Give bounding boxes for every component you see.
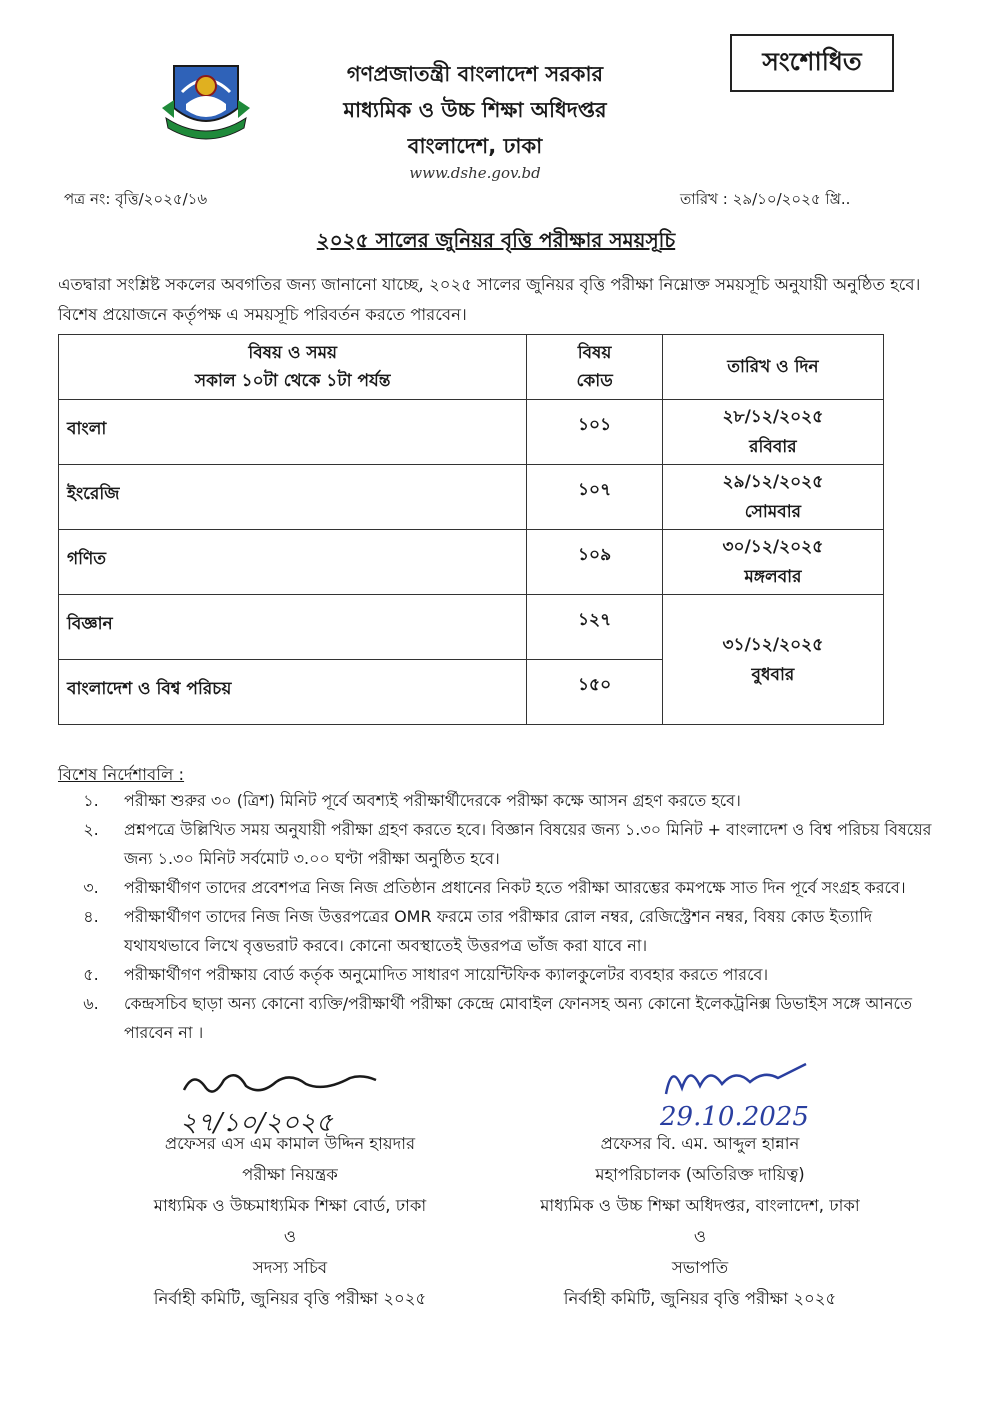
subject-cell: বাংলা <box>59 400 527 465</box>
signatory-org: মাধ্যমিক ও উচ্চমাধ্যমিক শিক্ষা বোর্ড, ঢাকা <box>153 1196 427 1215</box>
header-subject-line1: বিষয় ও সময় <box>248 343 338 363</box>
signatory-role: সদস্য সচিব <box>252 1258 328 1277</box>
signatory-title: মহাপরিচালক (অতিরিক্ত দায়িত্ব) <box>595 1165 805 1184</box>
header-code <box>527 335 662 400</box>
date-cell <box>662 595 883 725</box>
code-cell: ১০১ <box>527 400 662 465</box>
signatory-name: প্রফেসর এস এম কামাল উদ্দিন হায়দার <box>164 1134 416 1153</box>
document-title <box>60 226 932 259</box>
right-signature-date: 29.10.2025 <box>660 1102 809 1132</box>
day-value: মঙ্গলবার <box>744 567 802 587</box>
list-item <box>58 815 936 873</box>
item-number: ৫. <box>83 965 99 984</box>
signatory-org: মাধ্যমিক ও উচ্চ শিক্ষা অধিদপ্তর, বাংলাদেশ, ঢাকা <box>540 1196 860 1215</box>
subject-cell: ইংরেজি <box>59 465 527 530</box>
item-text: কেন্দ্রসচিব ছাড়া অন্য কোনো ব্যক্তি/পরীক্ষার্থী পরীক্ষা কেন্দ্রে মোবাইল ফোনসহ অন্য কোনো ইলেকট্রনিক্স ডিভাইস সঙ্গে আনতে পারবেন না । <box>124 994 912 1042</box>
conjunction: ও <box>283 1227 297 1246</box>
header-subject-line2: সকাল ১০টা থেকে ১টা পর্যন্ত <box>194 371 391 391</box>
intro-paragraph: এতদ্বারা সংশ্লিষ্ট সকলের অবগতির জন্য জানানো যাচ্ছে, ২০২৫ সালের জুনিয়র বৃত্তি পরীক্ষা নিম্নোক্ত সময়সূচি অনুযায়ী অনুষ্ঠিত হবে। বিশেষ প্রয়োজনে কর্তৃপক্ষ এ সময়সূচি পরিবর্তন করতে পারবেন। <box>58 275 921 324</box>
issue-date: তারিখ : ২৯/১০/২০২৫ খ্রি.. <box>680 190 851 208</box>
list-item <box>58 786 936 815</box>
day-value: রবিবার <box>749 437 797 457</box>
code-cell: ১০৭ <box>527 465 662 530</box>
memo-number: পত্র নং: বৃত্তি/২০২৫/১৬ <box>64 190 208 208</box>
right-signature <box>660 1058 810 1132</box>
signatory-committee: নির্বাহী কমিটি, জুনিয়র বৃত্তি পরীক্ষা ২০২৫ <box>153 1289 427 1308</box>
list-item <box>58 902 936 960</box>
item-number: ৪. <box>83 907 99 926</box>
right-signature-block <box>490 1128 910 1314</box>
header-directorate-line: মাধ্যমিক ও উচ্চ শিক্ষা অধিদপ্তর <box>343 98 607 122</box>
left-signature-date: ২৭/১০/২০২৫ <box>180 1108 333 1138</box>
item-number: ৬. <box>83 994 99 1013</box>
header-location-line: বাংলাদেশ, ঢাকা <box>407 134 543 158</box>
dshe-logo <box>160 58 252 140</box>
code-cell: ১৫০ <box>527 660 662 725</box>
header-code-line2: কোড <box>576 371 613 391</box>
right-signature-scribble <box>660 1058 810 1098</box>
left-signature-scribble <box>180 1068 380 1098</box>
subject-cell: বাংলাদেশ ও বিশ্ব পরিচয় <box>59 660 527 725</box>
revised-stamp: সংশোধিত <box>730 34 894 92</box>
day-value: বুধবার <box>751 664 795 685</box>
item-text: পরীক্ষার্থীগণ তাদের প্রবেশপত্র নিজ নিজ প্রতিষ্ঠান প্রধানের নিকট হতে পরীক্ষা আরম্ভের কমপক্ষে সাত দিন পূর্বে সংগ্রহ করবে। <box>124 878 906 897</box>
item-number: ২. <box>83 820 99 839</box>
signatory-name: প্রফেসর বি. এম. আব্দুল হান্নান <box>600 1134 800 1153</box>
conjunction: ও <box>693 1227 707 1246</box>
header-date: তারিখ ও দিন <box>662 335 883 400</box>
signatory-role: সভাপতি <box>671 1258 729 1277</box>
code-cell: ১০৯ <box>527 530 662 595</box>
item-number: ৩. <box>83 878 99 897</box>
left-signature-block <box>80 1128 500 1314</box>
table-row <box>59 595 884 660</box>
header-subject <box>59 335 527 400</box>
website-text: www.dshe.gov.bd <box>409 164 541 182</box>
code-cell: ১২৭ <box>527 595 662 660</box>
header-code-line1: বিষয় <box>577 343 612 363</box>
date-cell <box>662 530 883 595</box>
item-text: পরীক্ষা শুরুর ৩০ (ত্রিশ) মিনিট পূর্বে অবশ্যই পরীক্ষার্থীদেরকে পরীক্ষা কক্ষে আসন গ্রহণ করতে হবে। <box>124 791 741 810</box>
date-value: ২৮/১২/২০২৫ <box>722 407 824 427</box>
instructions-list <box>58 786 936 1047</box>
signatory-title: পরীক্ষা নিয়ন্ত্রক <box>242 1165 338 1184</box>
table-row <box>59 530 884 595</box>
instructions-title: বিশেষ নির্দেশাবলি : <box>58 765 185 784</box>
date-cell <box>662 465 883 530</box>
table-row <box>59 400 884 465</box>
day-value: সোমবার <box>744 502 801 522</box>
table-row <box>59 465 884 530</box>
item-number: ১. <box>83 791 99 810</box>
schedule-table <box>58 334 884 725</box>
list-item <box>58 873 936 902</box>
item-text: পরীক্ষার্থীগণ পরীক্ষায় বোর্ড কর্তৃক অনুমোদিত সাধারণ সায়েন্টিফিক ক্যালকুলেটর ব্যবহার করতে পারবে। <box>124 965 769 984</box>
list-item <box>58 960 936 989</box>
date-value: ২৯/১২/২০২৫ <box>722 472 824 492</box>
date-cell <box>662 400 883 465</box>
date-value: ৩০/১২/২০২৫ <box>722 537 824 557</box>
header-government-line: গণপ্রজাতন্ত্রী বাংলাদেশ সরকার <box>346 62 604 86</box>
subject-cell: বিজ্ঞান <box>59 595 527 660</box>
list-item <box>58 989 936 1047</box>
item-text: পরীক্ষার্থীগণ তাদের নিজ নিজ উত্তরপত্রের OMR ফরমে তার পরীক্ষার রোল নম্বর, রেজিস্ট্রেশন নম্বর, বিষয় কোড ইত্যাদি যথাযথভাবে লিখে বৃত্তভরাট করবে। কোনো অবস্থাতেই উত্তরপত্র ভাঁজ করা যাবে না। <box>124 907 873 955</box>
table-header-row <box>59 335 884 400</box>
date-value: ৩১/১২/২০২৫ <box>722 634 824 655</box>
document-title-text: ২০২৫ সালের জুনিয়র বৃত্তি পরীক্ষার সময়সূচি <box>316 228 676 252</box>
item-text: প্রশ্নপত্রে উল্লিখিত সময় অনুযায়ী পরীক্ষা গ্রহণ করতে হবে। বিজ্ঞান বিষয়ের জন্য ১.৩০ মিনিট + বাংলাদেশ ও বিশ্ব পরিচয় বিষয়ের জন্য ১.৩০ মিনিট সর্বমোট ৩.০০ ঘণ্টা পরীক্ষা অনুষ্ঠিত হবে। <box>124 820 932 868</box>
subject-cell: গণিত <box>59 530 527 595</box>
signatory-committee: নির্বাহী কমিটি, জুনিয়র বৃত্তি পরীক্ষা ২০২৫ <box>563 1289 837 1308</box>
